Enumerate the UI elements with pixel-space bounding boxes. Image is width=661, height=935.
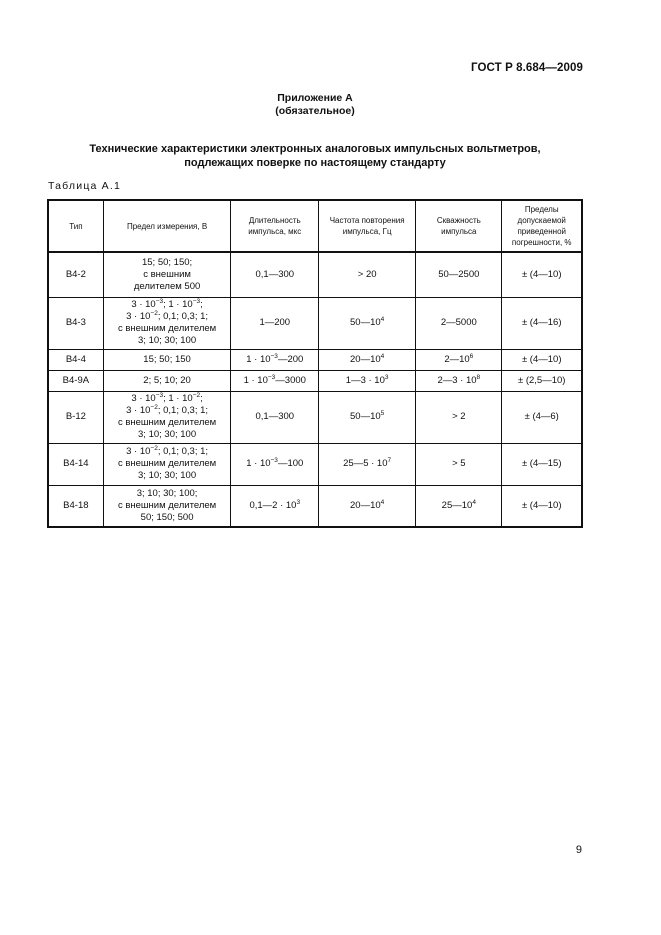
table-row (48, 391, 582, 443)
cell-text: 3 · 10 (126, 446, 151, 457)
table-row (48, 443, 582, 485)
range-line (107, 323, 228, 335)
cell-text: 0,1—300 (255, 411, 295, 422)
document-title (0, 142, 630, 170)
cell-duty (416, 391, 502, 443)
superscript-exponent: 5 (380, 410, 385, 417)
cell-error: ± (4—15) (502, 443, 582, 485)
cell-duration (231, 252, 319, 297)
cell-text: 0,1—2 · 10 (249, 499, 297, 511)
cell-text: ; (200, 393, 203, 404)
superscript-exponent: −3 (192, 298, 201, 305)
cell-duration (231, 391, 319, 443)
range-line (107, 488, 228, 500)
cell-text: 20—10 (350, 353, 381, 365)
cell-type: В4-4 (48, 349, 103, 370)
cell-duration (231, 443, 319, 485)
table-row (48, 297, 582, 349)
header-line: погрешности, % (511, 238, 572, 247)
range-line (107, 299, 228, 311)
cell-type: В4-3 (48, 297, 103, 349)
cell-text: > 20 (357, 268, 377, 280)
superscript-exponent: 8 (476, 373, 481, 381)
superscript-exponent: 6 (469, 352, 474, 360)
cell-text: ; (200, 299, 203, 310)
superscript-exponent: 4 (472, 498, 476, 506)
cell-text: —3000 (275, 374, 306, 386)
cell-text: 1 · 10 (243, 374, 268, 386)
superscript-exponent: −2 (150, 310, 158, 317)
range-line (107, 429, 228, 441)
superscript-exponent: −3 (270, 457, 278, 464)
cell-text: ; 0,1; 0,3; 1; (157, 446, 209, 457)
cell-text: делителем 500 (133, 280, 201, 292)
cell-range (103, 252, 231, 297)
header-line: импульса, мкс (248, 227, 302, 236)
cell-text: 15; 50; 150; (141, 256, 193, 268)
superscript-exponent: 3 (384, 373, 389, 381)
cell-text: 50—2500 (438, 268, 480, 280)
cell-frequency (319, 297, 416, 349)
range-line (107, 458, 228, 470)
header-line: приведенной (517, 227, 566, 236)
cell-error: ± (2,5—10) (502, 370, 582, 391)
superscript-exponent: −2 (150, 404, 158, 411)
cell-error: ± (4—10) (502, 485, 582, 527)
cell-text: 25—10 (441, 499, 473, 511)
cell-error: ± (4—16) (502, 297, 582, 349)
range-line (107, 311, 228, 323)
cell-text: 3 · 10 (126, 311, 151, 322)
cell-text: 25—5 · 10 (343, 458, 388, 469)
header-line: Скважность (436, 216, 481, 225)
superscript-exponent: −3 (155, 392, 164, 399)
cell-duty (416, 349, 502, 370)
superscript-exponent: −3 (155, 298, 164, 305)
cell-duration (231, 349, 319, 370)
cell-text: 2—5000 (440, 317, 477, 328)
range-line (107, 500, 228, 512)
header-line: Длительность (248, 216, 301, 225)
cell-text: 3 · 10 (126, 405, 151, 416)
superscript-exponent: 3 (296, 498, 301, 506)
table-row (48, 349, 582, 370)
cell-duration (231, 370, 319, 391)
cell-text: 3; 10; 30; 100 (138, 429, 197, 440)
cell-frequency (319, 370, 416, 391)
range-line (107, 393, 228, 405)
table-row (48, 370, 582, 391)
cell-text: 3; 10; 30; 100 (138, 335, 197, 346)
range-line (107, 257, 228, 269)
cell-error: ± (4—10) (502, 252, 582, 297)
range-line (107, 375, 228, 387)
header-frequency (319, 200, 416, 252)
cell-text: —100 (277, 458, 304, 469)
range-line (107, 269, 228, 281)
cell-text: 1 · 10 (246, 458, 271, 469)
table-row (48, 252, 582, 297)
superscript-exponent: 7 (387, 457, 392, 464)
cell-type: В-12 (48, 391, 103, 443)
cell-duty (416, 443, 502, 485)
cell-text: 1—3 · 10 (345, 374, 385, 386)
range-line (107, 354, 228, 366)
characteristics-table (47, 199, 583, 528)
header-line: импульса, Гц (342, 227, 392, 236)
cell-text: > 5 (452, 458, 466, 469)
appendix-heading (0, 92, 630, 118)
cell-duration (231, 297, 319, 349)
cell-error: ± (4—6) (502, 391, 582, 443)
cell-text: 3; 10; 30; 100; (136, 487, 198, 499)
cell-duty (416, 485, 502, 527)
cell-range (103, 485, 231, 527)
cell-text: 20—10 (350, 499, 381, 511)
cell-text: —200 (277, 353, 304, 365)
cell-duty (416, 370, 502, 391)
cell-range (103, 391, 231, 443)
range-line (107, 470, 228, 482)
cell-frequency (319, 485, 416, 527)
table-header-row (48, 200, 582, 252)
cell-text: 50—10 (350, 411, 381, 422)
cell-range (103, 297, 231, 349)
page-number: 9 (575, 844, 582, 856)
header-duration (231, 200, 319, 252)
cell-text: с внешним (143, 268, 191, 280)
cell-text: ; 0,1; 0,3; 1; (157, 405, 209, 416)
table-body (48, 252, 582, 527)
header-range: Предел измерения, В (103, 200, 231, 252)
cell-text: 0,1—300 (255, 268, 295, 280)
cell-text: 3; 10; 30; 100 (138, 470, 197, 481)
title-line: подлежащих поверке по настоящему стандарту (184, 157, 446, 169)
range-line (107, 417, 228, 429)
cell-text: 1—200 (259, 317, 291, 328)
cell-range (103, 349, 231, 370)
cell-text: 3 · 10 (131, 393, 156, 404)
header-duty (416, 200, 502, 252)
cell-range (103, 443, 231, 485)
superscript-exponent: 4 (380, 316, 385, 323)
cell-frequency (319, 349, 416, 370)
cell-text: ; 0,1; 0,3; 1; (157, 311, 209, 322)
range-line (107, 281, 228, 293)
title-line: Технические характеристики электронных аналоговых импульсных вольтметров, (89, 143, 541, 155)
superscript-exponent: −3 (267, 373, 276, 381)
cell-text: 2—3 · 10 (437, 374, 477, 386)
cell-frequency (319, 443, 416, 485)
superscript-exponent: −2 (192, 392, 201, 399)
table-caption: Таблица А.1 (48, 180, 122, 192)
cell-error: ± (4—10) (502, 349, 582, 370)
cell-duty (416, 297, 502, 349)
table-row (48, 485, 582, 527)
cell-text: ; 1 · 10 (163, 393, 193, 404)
cell-text: 2—10 (444, 353, 470, 365)
superscript-exponent: 4 (380, 352, 385, 360)
cell-text: 1 · 10 (246, 353, 271, 365)
cell-type: В4-18 (48, 485, 103, 527)
cell-text: с внешним делителем (117, 323, 217, 334)
cell-type: В4-14 (48, 443, 103, 485)
cell-type: В4-9А (48, 370, 103, 391)
cell-text: с внешним делителем (117, 417, 217, 428)
superscript-exponent: −3 (270, 352, 278, 360)
range-line (107, 335, 228, 347)
cell-text: с внешним делителем (117, 458, 217, 469)
cell-range (103, 370, 231, 391)
cell-duty (416, 252, 502, 297)
header-error (502, 200, 582, 252)
superscript-exponent: 4 (380, 498, 385, 506)
cell-text: 15; 50; 150 (143, 353, 191, 365)
cell-text: 3 · 10 (131, 299, 156, 310)
cell-frequency (319, 391, 416, 443)
cell-type: В4-2 (48, 252, 103, 297)
appendix-title: Приложение А (277, 92, 353, 104)
header-line: Пределы (524, 205, 559, 214)
cell-text: с внешним делителем (117, 499, 217, 511)
cell-text: > 2 (452, 411, 466, 422)
range-line (107, 405, 228, 417)
header-line: Частота повторения (329, 216, 405, 225)
range-line (107, 446, 228, 458)
header-line: импульса (441, 227, 477, 236)
appendix-status: (обязательное) (275, 105, 355, 117)
cell-text: 50—10 (350, 317, 381, 328)
header-line: допускаемой (517, 216, 566, 225)
cell-duration (231, 485, 319, 527)
cell-text: 50; 150; 500 (140, 511, 194, 523)
cell-frequency (319, 252, 416, 297)
cell-text: ; 1 · 10 (163, 299, 193, 310)
superscript-exponent: −2 (150, 445, 158, 452)
document-code: ГОСТ Р 8.684—2009 (471, 62, 583, 74)
header-type: Тип (48, 200, 103, 252)
cell-text: 2; 5; 10; 20 (143, 374, 191, 386)
range-line (107, 512, 228, 524)
